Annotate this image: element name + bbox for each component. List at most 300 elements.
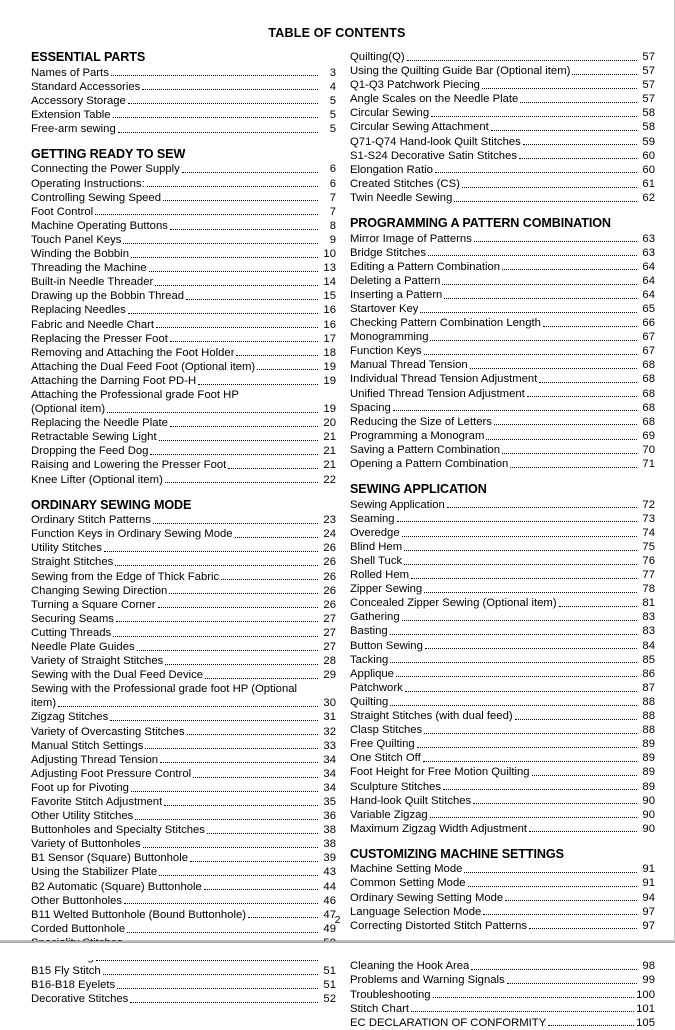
toc-entry[interactable] <box>31 303 336 317</box>
toc-entry[interactable] <box>350 135 655 149</box>
toc-entry[interactable] <box>31 668 336 682</box>
toc-entry-title: Free-arm sewing <box>31 122 116 135</box>
toc-entry-title: Individual Thread Tension Adjustment <box>350 373 538 386</box>
toc-entry[interactable] <box>31 710 336 724</box>
toc-entry[interactable] <box>350 973 655 987</box>
toc-page-number: 46 <box>323 894 336 907</box>
toc-leader-dots <box>404 564 637 565</box>
toc-page-number: 5 <box>329 108 336 121</box>
toc-entry[interactable] <box>31 612 336 626</box>
toc-leader-dots <box>160 762 318 763</box>
toc-entry[interactable] <box>350 681 655 695</box>
toc-leader-dots <box>404 550 637 551</box>
toc-entry-title: Sewing with the Dual Feed Device <box>31 669 204 682</box>
toc-entry[interactable] <box>350 163 655 177</box>
toc-entry[interactable] <box>31 205 336 219</box>
toc-entry[interactable] <box>350 568 655 582</box>
toc-page-number: 69 <box>642 429 655 442</box>
toc-entry[interactable] <box>31 191 336 205</box>
toc-entry-title: Shell Tuck <box>350 555 403 567</box>
toc-entry[interactable] <box>350 302 655 316</box>
toc-entry[interactable] <box>350 554 655 568</box>
toc-entry[interactable] <box>350 358 655 372</box>
toc-entry-title: Cleaning the Hook Area <box>350 960 470 973</box>
toc-entry[interactable] <box>350 78 655 92</box>
toc-leader-dots <box>107 412 318 413</box>
toc-page-number: 8 <box>329 219 336 232</box>
toc-entry[interactable] <box>31 527 336 541</box>
toc-entry-title: Connecting the Power Supply <box>31 163 180 176</box>
toc-leader-dots <box>104 551 318 552</box>
toc-page-number: 38 <box>323 838 336 851</box>
toc-leader-dots <box>235 537 318 538</box>
toc-entry-title: Needle Plate Guides <box>31 640 135 653</box>
toc-page-number: 77 <box>642 569 655 582</box>
toc-entry[interactable] <box>31 753 336 767</box>
toc-entry[interactable] <box>350 765 655 779</box>
toc-leader-dots <box>130 1002 318 1003</box>
toc-entry[interactable] <box>31 261 336 275</box>
toc-entry[interactable] <box>31 767 336 781</box>
toc-entry-title: Replacing the Needle Plate <box>31 417 168 430</box>
toc-entry[interactable] <box>31 809 336 823</box>
toc-entry[interactable] <box>350 372 655 386</box>
toc-entry-title: Tacking <box>350 653 389 666</box>
toc-leader-dots <box>149 271 318 272</box>
toc-leader-dots <box>165 664 318 665</box>
toc-leader-dots <box>193 777 318 778</box>
toc-leader-dots <box>430 340 637 341</box>
toc-entry[interactable] <box>350 498 655 512</box>
toc-page-number: 26 <box>323 570 336 583</box>
toc-entry[interactable] <box>350 106 655 120</box>
toc-entry-title: Circular Sewing Attachment <box>350 121 489 134</box>
toc-entry[interactable] <box>350 808 655 822</box>
toc-entry[interactable] <box>31 584 336 598</box>
toc-entry-title: Angle Scales on the Needle Plate <box>350 93 519 106</box>
toc-leader-dots <box>407 60 637 61</box>
toc-page-number: 67 <box>642 331 655 344</box>
toc-entry[interactable] <box>31 108 336 122</box>
toc-leader-dots <box>135 819 318 820</box>
toc-leader-dots <box>207 833 318 834</box>
toc-entry-title: Programming a Monogram <box>350 429 485 442</box>
toc-entry[interactable] <box>350 149 655 163</box>
toc-entry-title: Zigzag Stitches <box>31 711 109 724</box>
toc-entry[interactable] <box>31 837 336 851</box>
toc-entry[interactable] <box>350 723 655 737</box>
toc-leader-dots <box>390 662 637 663</box>
toc-entry-title: Manual Thread Tension <box>350 359 468 372</box>
toc-page-number: 94 <box>642 891 655 904</box>
toc-entry-title: Straight Stitches (with dual feed) <box>350 710 513 723</box>
toc-leader-dots <box>435 172 637 173</box>
toc-entry[interactable] <box>31 598 336 612</box>
toc-entry[interactable] <box>350 330 655 344</box>
toc-entry[interactable] <box>350 667 655 681</box>
toc-section-heading: ORDINARY SEWING MODE <box>31 497 192 512</box>
toc-entry[interactable] <box>31 865 336 879</box>
toc-entry-title: Controlling Sewing Speed <box>31 191 161 204</box>
toc-entry-title: Stitch Chart <box>350 1002 410 1015</box>
toc-entry[interactable] <box>31 570 336 584</box>
toc-entry[interactable] <box>31 219 336 233</box>
toc-page-number: 7 <box>329 191 336 204</box>
toc-entry-title-continued: item) <box>31 697 57 710</box>
toc-leader-dots <box>113 636 318 637</box>
toc-entry-title: Using the Stabilizer Plate <box>31 866 158 879</box>
toc-page-number: 70 <box>642 443 655 456</box>
toc-page-number: 26 <box>323 598 336 611</box>
toc-page-number: 6 <box>329 177 336 190</box>
toc-leader-dots <box>103 974 318 975</box>
toc-entry[interactable] <box>31 555 336 569</box>
toc-leader-dots <box>417 747 637 748</box>
toc-entry[interactable] <box>350 387 655 401</box>
toc-entry[interactable] <box>350 512 655 526</box>
toc-entry[interactable] <box>31 122 336 136</box>
toc-leader-dots <box>58 706 318 707</box>
toc-page-number: 21 <box>323 459 336 472</box>
toc-entry[interactable] <box>31 978 336 992</box>
toc-entry[interactable] <box>350 1002 655 1016</box>
toc-entry[interactable] <box>350 120 655 134</box>
toc-entry[interactable] <box>350 274 655 288</box>
toc-entry[interactable] <box>31 360 336 374</box>
toc-entry[interactable] <box>31 795 336 809</box>
toc-leader-dots <box>118 132 318 133</box>
toc-entry[interactable] <box>350 64 655 78</box>
toc-page-number: 100 <box>636 988 655 1001</box>
toc-entry[interactable] <box>350 429 655 443</box>
toc-entry-title: Replacing the Presser Foot <box>31 332 168 345</box>
toc-leader-dots <box>110 720 318 721</box>
toc-entry[interactable] <box>31 346 336 360</box>
toc-leader-dots <box>474 241 637 242</box>
toc-page-number: 67 <box>642 345 655 358</box>
toc-page-number: 13 <box>323 262 336 275</box>
toc-leader-dots <box>447 507 637 508</box>
toc-entry[interactable] <box>31 725 336 739</box>
toc-entry[interactable] <box>31 739 336 753</box>
toc-page-number: 39 <box>323 852 336 865</box>
toc-entry[interactable] <box>31 513 336 527</box>
toc-entry-title: Touch Panel Keys <box>31 233 122 246</box>
toc-entry-title: Maximum Zigzag Width Adjustment <box>350 822 528 835</box>
toc-page-number: 17 <box>323 332 336 345</box>
toc-page-number: 74 <box>642 526 655 539</box>
toc-entry[interactable] <box>31 275 336 289</box>
toc-section-heading: PROGRAMMING A PATTERN COMBINATION <box>350 216 611 231</box>
toc-leader-dots <box>127 932 318 933</box>
toc-entry[interactable] <box>350 988 655 1002</box>
toc-leader-dots <box>155 285 318 286</box>
toc-entry[interactable] <box>31 473 336 487</box>
toc-entry[interactable] <box>31 162 336 176</box>
toc-entry-title: Variable Zigzag <box>350 808 428 821</box>
toc-leader-dots <box>507 983 637 984</box>
toc-entry[interactable] <box>31 94 336 108</box>
toc-leader-dots <box>519 158 637 159</box>
toc-entry-title: Sewing from the Edge of Thick Fabric <box>31 570 220 583</box>
toc-entry-title: Securing Seams <box>31 612 114 625</box>
toc-page-number: 88 <box>642 724 655 737</box>
toc-leader-dots <box>186 299 318 300</box>
toc-entry[interactable] <box>31 66 336 80</box>
toc-page-number: 19 <box>323 360 336 373</box>
toc-leader-dots <box>486 439 637 440</box>
toc-page-number: 63 <box>642 232 655 245</box>
toc-entry-title: Overedge <box>350 526 400 539</box>
toc-entry-title: Raising and Lowering the Presser Foot <box>31 459 227 472</box>
toc-entry-title: Variety of Buttonholes <box>31 838 141 851</box>
toc-page-number: 75 <box>642 540 655 553</box>
toc-entry-title: Names of Parts <box>31 66 109 79</box>
toc-leader-dots <box>443 789 637 790</box>
toc-entry[interactable] <box>350 232 655 246</box>
toc-entry[interactable] <box>350 246 655 260</box>
toc-entry[interactable] <box>31 318 336 332</box>
toc-column-right <box>350 50 655 1030</box>
toc-page-number: 27 <box>323 640 336 653</box>
toc-entry-title: Ordinary Sewing Setting Mode <box>350 891 504 904</box>
toc-entry[interactable] <box>31 682 336 710</box>
toc-leader-dots <box>257 369 318 370</box>
toc-entry-title: Manual Stitch Settings <box>31 739 144 752</box>
toc-entry-title: Standard Accessories <box>31 80 141 93</box>
toc-entry[interactable] <box>350 639 655 653</box>
toc-leader-dots <box>559 606 637 607</box>
toc-page-number: 91 <box>642 863 655 876</box>
toc-entry-title: Decorative Stitches <box>31 993 129 1006</box>
toc-page-number: 86 <box>642 667 655 680</box>
toc-entry[interactable] <box>31 233 336 247</box>
toc-leader-dots <box>131 257 318 258</box>
toc-page-number: 51 <box>323 979 336 992</box>
toc-entry[interactable] <box>350 316 655 330</box>
toc-entry[interactable] <box>350 457 655 471</box>
toc-page-number: 89 <box>642 780 655 793</box>
toc-entry[interactable] <box>350 443 655 457</box>
toc-page-number: 14 <box>323 276 336 289</box>
toc-entry[interactable] <box>350 415 655 429</box>
toc-leader-dots <box>424 354 637 355</box>
toc-leader-dots <box>390 705 637 706</box>
toc-entry[interactable] <box>350 624 655 638</box>
toc-entry[interactable] <box>31 992 336 1006</box>
toc-entry[interactable] <box>31 177 336 191</box>
toc-page-number: 34 <box>323 781 336 794</box>
toc-entry[interactable] <box>31 388 336 416</box>
toc-page-number: 78 <box>642 583 655 596</box>
toc-entry[interactable] <box>350 260 655 274</box>
toc-leader-dots <box>123 243 318 244</box>
toc-entry[interactable] <box>31 781 336 795</box>
toc-entry[interactable] <box>31 416 336 430</box>
toc-leader-dots <box>170 229 318 230</box>
toc-leader-dots <box>113 117 318 118</box>
toc-entry-title: Bridge Stitches <box>350 246 426 259</box>
toc-entry[interactable] <box>350 695 655 709</box>
toc-leader-dots <box>236 355 318 356</box>
toc-page-number: 64 <box>642 274 655 287</box>
toc-page-number: 58 <box>642 121 655 134</box>
toc-entry[interactable] <box>31 640 336 654</box>
toc-entry-title: Deleting a Pattern <box>350 274 441 287</box>
toc-entry-title: Retractable Sewing Light <box>31 431 157 444</box>
toc-page-number: 23 <box>323 514 336 527</box>
toc-leader-dots <box>124 903 318 904</box>
toc-entry[interactable] <box>350 191 655 205</box>
toc-entry[interactable] <box>31 444 336 458</box>
toc-entry-title: Q1-Q3 Patchwork Piecing <box>350 79 480 92</box>
toc-leader-dots <box>502 453 637 454</box>
toc-page-number: 72 <box>642 498 655 511</box>
toc-entry[interactable] <box>31 654 336 668</box>
toc-entry-title: Winding the Bobbin <box>31 248 129 261</box>
toc-leader-dots <box>527 396 637 397</box>
toc-page-number: 81 <box>642 597 655 610</box>
toc-page-number: 57 <box>642 51 655 63</box>
toc-entry[interactable] <box>350 526 655 540</box>
toc-page-number: 24 <box>323 528 336 541</box>
toc-entry[interactable] <box>350 780 655 794</box>
toc-leader-dots <box>159 875 318 876</box>
toc-entry[interactable] <box>31 964 336 978</box>
toc-entry[interactable] <box>31 332 336 346</box>
toc-entry[interactable] <box>350 794 655 808</box>
toc-entry[interactable] <box>350 876 655 890</box>
toc-page-number: 60 <box>642 163 655 176</box>
toc-entry[interactable] <box>350 582 655 596</box>
toc-page-number: 26 <box>323 584 336 597</box>
toc-page-number: 68 <box>642 359 655 372</box>
toc-leader-dots <box>190 861 318 862</box>
toc-entry[interactable] <box>350 891 655 905</box>
toc-entry[interactable] <box>31 851 336 865</box>
toc-page-number: 59 <box>642 135 655 148</box>
toc-section-heading: CUSTOMIZING MACHINE SETTINGS <box>350 846 564 861</box>
toc-section-heading: ESSENTIAL PARTS <box>31 50 146 64</box>
toc-entry[interactable] <box>31 247 336 261</box>
toc-entry[interactable] <box>350 596 655 610</box>
toc-leader-dots <box>142 89 318 90</box>
toc-entry-title: Extension Table <box>31 108 111 121</box>
toc-entry[interactable] <box>350 822 655 836</box>
toc-page-number: 61 <box>642 177 655 190</box>
toc-leader-dots <box>143 847 318 848</box>
toc-entry-title: S1-S24 Decorative Satin Stitches <box>350 149 518 162</box>
toc-entry-title: Q71-Q74 Hand-look Quilt Stitches <box>350 135 521 148</box>
toc-page-number: 4 <box>329 80 336 93</box>
toc-leader-dots <box>187 734 318 735</box>
toc-entry[interactable] <box>31 541 336 555</box>
toc-entry[interactable] <box>31 458 336 472</box>
toc-entry[interactable] <box>350 344 655 358</box>
toc-page-number: 98 <box>642 960 655 973</box>
toc-entry-title: Machine Operating Buttons <box>31 219 168 232</box>
page-title: TABLE OF CONTENTS <box>268 26 406 40</box>
toc-entry-title: Concealed Zipper Sewing (Optional item) <box>350 597 557 610</box>
toc-entry[interactable] <box>31 80 336 94</box>
toc-leader-dots <box>221 579 318 580</box>
toc-entry[interactable] <box>350 401 655 415</box>
toc-entry[interactable] <box>350 653 655 667</box>
toc-entry-title: Favorite Stitch Adjustment <box>31 796 163 808</box>
toc-entry-title: Correcting Distorted Stitch Patterns <box>350 919 528 932</box>
toc-entry[interactable] <box>350 1016 655 1030</box>
toc-entry[interactable] <box>350 177 655 191</box>
toc-leader-dots <box>428 255 637 256</box>
toc-entry-title-continued: (Optional item) <box>31 403 106 416</box>
toc-entry[interactable] <box>350 50 655 64</box>
toc-leader-dots <box>442 284 637 285</box>
toc-leader-dots <box>430 817 637 818</box>
toc-entry[interactable] <box>31 430 336 444</box>
toc-leader-dots <box>117 988 318 989</box>
toc-entry[interactable] <box>350 288 655 302</box>
toc-leader-dots <box>147 186 318 187</box>
toc-entry[interactable] <box>31 823 336 837</box>
toc-leader-dots <box>393 410 637 411</box>
toc-entry-title: Variety of Straight Stitches <box>31 655 164 668</box>
toc-entry-title: Monogramming <box>350 331 429 344</box>
toc-leader-dots <box>204 889 318 890</box>
toc-entry[interactable] <box>31 880 336 894</box>
toc-entry[interactable] <box>350 959 655 973</box>
toc-page-number: 7 <box>329 205 336 218</box>
toc-entry-title: Sewing with the Professional grade foot HP (Optional <box>31 683 298 696</box>
toc-entry[interactable] <box>350 610 655 624</box>
toc-entry-title: Language Selection Mode <box>350 905 482 918</box>
toc-entry-title: Operating Instructions: <box>31 177 145 190</box>
toc-entry[interactable] <box>350 540 655 554</box>
toc-leader-dots <box>470 368 637 369</box>
toc-page-number: 88 <box>642 695 655 708</box>
toc-leader-dots <box>464 872 637 873</box>
toc-page-number: 47 <box>323 908 336 921</box>
toc-page-number: 65 <box>642 303 655 315</box>
toc-page-number: 9 <box>329 233 336 246</box>
toc-leader-dots <box>502 269 637 270</box>
toc-page-number: 26 <box>323 542 336 555</box>
toc-entry[interactable] <box>31 374 336 388</box>
toc-entry-title: Common Setting Mode <box>350 877 466 890</box>
toc-entry-title: Basting <box>350 625 388 638</box>
toc-entry-title: Cutting Threads <box>31 626 112 639</box>
toc-entry[interactable] <box>350 751 655 765</box>
toc-entry[interactable] <box>350 737 655 751</box>
toc-leader-dots <box>473 803 637 804</box>
toc-leader-dots <box>111 75 318 76</box>
toc-entry[interactable] <box>350 862 655 876</box>
toc-page-number: 57 <box>642 65 655 78</box>
toc-page-number: 28 <box>323 655 336 668</box>
toc-page-number: 34 <box>323 767 336 780</box>
toc-leader-dots <box>116 621 318 622</box>
toc-leader-dots <box>532 775 637 776</box>
toc-entry[interactable] <box>350 92 655 106</box>
toc-page-number: 89 <box>642 752 655 765</box>
toc-section-heading: GETTING READY TO SEW <box>31 146 186 161</box>
toc-entry[interactable] <box>31 626 336 640</box>
toc-entry-title: B2 Automatic (Square) Buttonhole <box>31 880 202 893</box>
toc-entry[interactable] <box>31 894 336 908</box>
toc-entry[interactable] <box>31 289 336 303</box>
toc-entry[interactable] <box>350 709 655 723</box>
toc-entry-title: Foot Height for Free Motion Quilting <box>350 766 530 779</box>
toc-leader-dots <box>402 620 637 621</box>
